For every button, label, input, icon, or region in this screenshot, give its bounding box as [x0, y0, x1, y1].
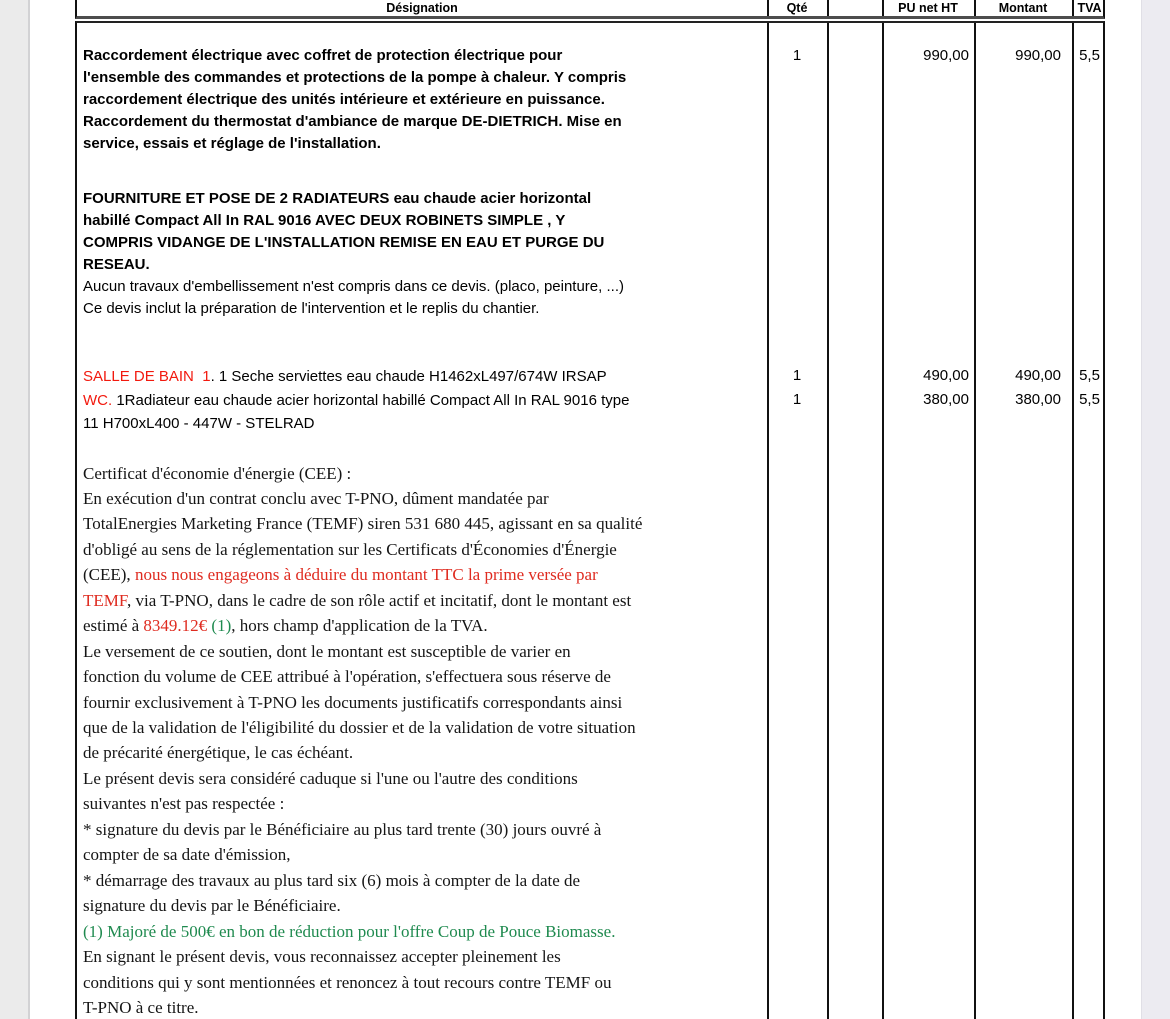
highlighted-text-segment: 8349.12€ [143, 616, 208, 636]
text-segment: estimé à [83, 616, 144, 636]
text-segment: service, essais et réglage de l'installation. [83, 135, 381, 152]
highlighted-text-segment: SALLE DE BAIN 1 [83, 368, 211, 385]
header-pu-net-ht: PU net HT [898, 1, 958, 15]
text-line [83, 715, 759, 740]
text-segment: l'ensemble des commandes et protections de la pompe à chaleur. Y compris [83, 69, 627, 86]
text-segment: COMPRIS VIDANGE DE L'INSTALLATION REMISE EN EAU ET PURGE DU [83, 234, 605, 251]
text-segment: que de la validation de l'éligibilité du dossier et de la validation de votre situation [83, 718, 636, 738]
tva-cell: 5,5 [1079, 390, 1100, 408]
text-line [83, 613, 759, 638]
header-qty: Qté [786, 1, 808, 15]
text-segment: signature du devis par le Bénéficiaire. [83, 896, 341, 916]
text-segment: (CEE), [83, 565, 135, 585]
text-line [83, 868, 759, 893]
text-line [83, 537, 759, 562]
text-line [83, 89, 759, 111]
text-segment: d'obligé au sens de la réglementation sur les Certificats d'Économies d'Énergie [83, 539, 617, 559]
designation-block-radiators-supply [83, 188, 759, 276]
pu-cell: 990,00 [923, 47, 969, 64]
qty-cell: 1 [792, 390, 802, 408]
header-montant: Montant [998, 1, 1048, 15]
text-segment: compter de sa date d'émission, [83, 845, 291, 865]
montant-cell: 380,00 [1015, 390, 1061, 408]
right-page-margin [1141, 0, 1170, 1019]
header-tva: TVA [1077, 1, 1102, 15]
text-line [83, 188, 759, 210]
text-segment: En exécution d'un contrat conclu avec T-PNO, dûment mandatée par [83, 488, 549, 508]
text-segment: conditions qui y sont mentionnées et renoncez à tout recours contre TEMF ou [83, 972, 612, 992]
text-line [83, 461, 759, 486]
text-line [83, 276, 759, 298]
text-line [83, 842, 759, 867]
text-segment: Le présent devis sera considéré caduque si l'une ou l'autre des conditions [83, 768, 578, 788]
line-item-amount-row [77, 45, 1107, 67]
table-header-row [75, 0, 1105, 19]
text-segment: FOURNITURE ET POSE DE 2 RADIATEURS eau chaude acier horizontal [83, 190, 592, 207]
text-line [83, 791, 759, 816]
column-divider [767, 23, 769, 1019]
text-segment: suivantes n'est pas respectée : [83, 794, 285, 814]
pu-cell: 490,00 [923, 367, 969, 384]
header-designation: Désignation [386, 1, 458, 15]
text-line [83, 254, 759, 276]
text-segment: T-PNO à ce titre. [83, 998, 199, 1018]
column-divider [1072, 23, 1074, 1019]
text-line [83, 486, 759, 511]
text-line [83, 970, 759, 995]
text-line [83, 690, 759, 715]
text-segment: Raccordement du thermostat d'ambiance de marque DE-DIETRICH. Mise en [83, 113, 622, 130]
text-line [83, 944, 759, 969]
text-line [83, 817, 759, 842]
designation-block-devis-notes [83, 276, 759, 320]
left-page-margin [0, 0, 30, 1019]
highlighted-text-segment: (1) Majoré de 500€ en bon de réduction pour l'offre Coup de Pouce Biomasse. [83, 921, 616, 941]
text-segment: . 1 Seche serviettes eau chaude H1462xL497/674W IRSAP [210, 368, 607, 385]
text-segment: Raccordement électrique avec coffret de protection électrique pour [83, 47, 563, 64]
line-item-amount-row [77, 389, 1107, 411]
column-divider [827, 23, 829, 1019]
column-divider [827, 0, 829, 16]
text-segment: habillé Compact All In RAL 9016 AVEC DEUX ROBINETS SIMPLE , Y [83, 212, 566, 229]
pu-cell: 380,00 [923, 390, 969, 408]
text-line [83, 111, 759, 133]
text-segment: fonction du volume de CEE attribué à l'opération, s'effectuera sous réserve de [83, 667, 611, 687]
text-segment: raccordement électrique des unités intérieure et extérieure en puissance. [83, 91, 605, 108]
qty-cell: 1 [792, 367, 802, 384]
text-line [83, 893, 759, 918]
text-line [83, 664, 759, 689]
montant-cell: 990,00 [1015, 47, 1061, 64]
text-line [83, 639, 759, 664]
text-segment: 11 H700xL400 - 447W - STELRAD [83, 415, 315, 432]
text-segment: , hors champ d'application de la TVA. [231, 616, 488, 636]
text-segment: , via T-PNO, dans le cadre de son rôle actif et incitatif, dont le montant est [126, 590, 632, 610]
text-line [83, 412, 759, 436]
designation-column [77, 23, 767, 1019]
text-line [83, 298, 759, 320]
text-line [83, 210, 759, 232]
line-item-amount-row [77, 365, 1107, 387]
text-line [83, 588, 759, 613]
column-divider [974, 23, 976, 1019]
table-body [75, 21, 1105, 1019]
designation-block-cee-terms [83, 461, 759, 1019]
text-line [83, 511, 759, 536]
text-segment: En signant le présent devis, vous reconnaissez accepter pleinement les [83, 947, 561, 967]
text-segment: Aucun travaux d'embellissement n'est compris dans ce devis. (placo, peinture, ...) [83, 278, 624, 295]
text-line [83, 232, 759, 254]
tva-cell: 5,5 [1079, 367, 1100, 384]
highlighted-text-segment: WC. [83, 391, 113, 409]
tva-cell: 5,5 [1079, 47, 1100, 64]
text-segment: Ce devis inclut la préparation de l'intervention et le replis du chantier. [83, 300, 540, 317]
highlighted-text-segment: nous nous engageons à déduire du montant TTC la prime versée par [134, 565, 598, 585]
highlighted-text-segment: TEMF [83, 590, 127, 610]
text-segment: 1Radiateur eau chaude acier horizontal habillé Compact All In RAL 9016 type [112, 391, 630, 409]
qty-cell: 1 [792, 47, 802, 64]
text-segment: Certificat d'économie d'énergie (CEE) : [83, 463, 352, 483]
text-line [83, 562, 759, 587]
text-segment: * démarrage des travaux au plus tard six (6) mois à compter de la date de [83, 870, 581, 890]
text-segment: * signature du devis par le Bénéficiaire au plus tard trente (30) jours ouvré à [83, 819, 602, 839]
text-segment: de précarité énergétique, le cas échéant. [83, 743, 354, 763]
column-divider [882, 23, 884, 1019]
text-line [83, 766, 759, 791]
highlighted-text-segment: (1) [211, 616, 232, 636]
text-line [83, 67, 759, 89]
text-segment: Le versement de ce soutien, dont le montant est susceptible de varier en [83, 641, 571, 661]
text-segment: fournir exclusivement à T-PNO les documents justificatifs correspondants ainsi [83, 692, 623, 712]
montant-cell: 490,00 [1015, 367, 1061, 384]
text-line [83, 133, 759, 155]
text-segment: TotalEnergies Marketing France (TEMF) siren 531 680 445, agissant en sa qualité [83, 514, 643, 534]
text-line [83, 919, 759, 944]
text-line [83, 995, 759, 1019]
text-segment: RESEAU. [83, 256, 150, 273]
text-line [83, 740, 759, 765]
